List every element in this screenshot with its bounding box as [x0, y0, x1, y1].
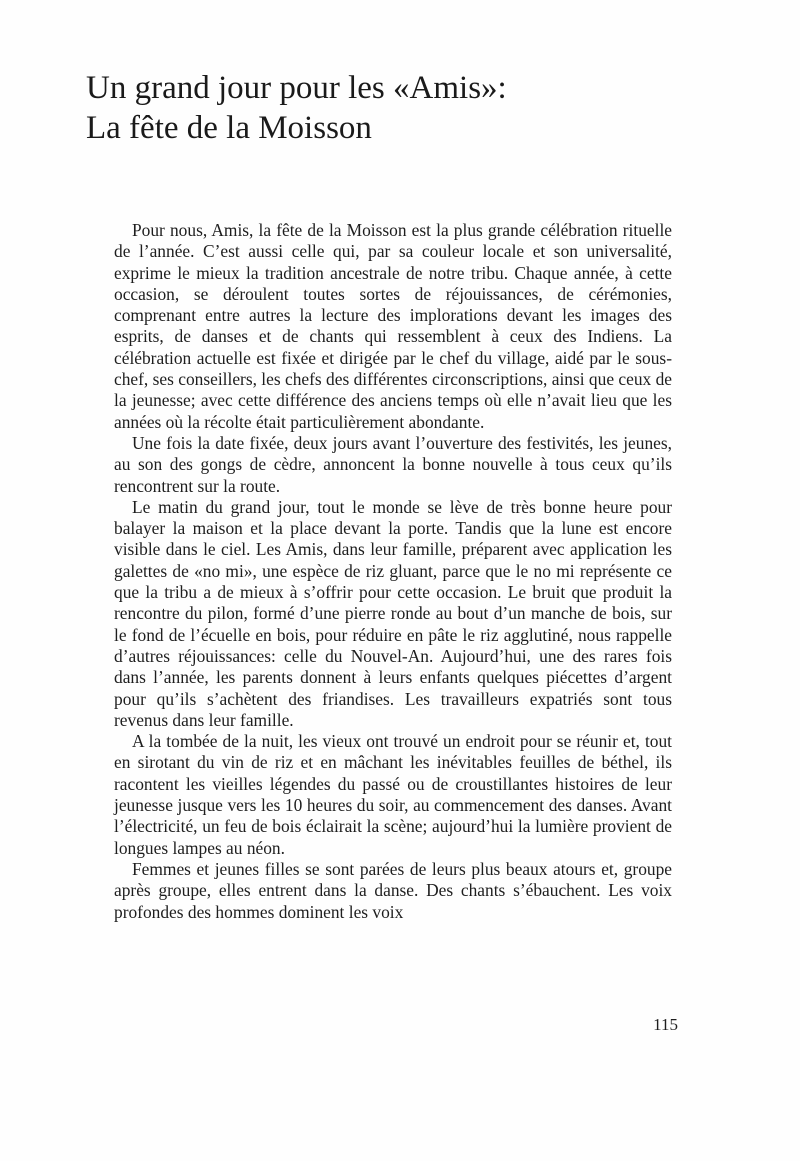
paragraph-3: Le matin du grand jour, tout le monde se lève de très bonne heure pour balayer la maison et la place devant la porte. Tandis que la lune est encore visible dans le ciel. Les Amis, dans leur famille, préparent avec application les galettes de «no mi», une espèce de riz gluant, parce que le no mi représente ce que la tribu a de mieux à s’offrir pour cette occasion. Le bruit que produit la rencontre du pilon, formé d’une pierre ronde au bout d’un manche de bois, sur le fond de l’écuelle en bois, pour réduire en pâte le riz agglutiné, nous rappelle d’autres réjouissances: celle du Nouvel-An. Aujourd’hui, une des rares fois dans l’année, les parents donnent à leurs enfants quelques piécettes d’argent pour qu’ils s’achètent des friandises. Les travailleurs expatriés sont tous revenus dans leur famille. — [114, 496, 672, 730]
article-body — [114, 220, 672, 923]
page-number: 115 — [653, 1015, 678, 1034]
title-line-1: Un grand jour pour les «Amis»: — [86, 70, 507, 106]
paragraph-4: A la tombée de la nuit, les vieux ont trouvé un endroit pour se réunir et, tout en sirotant du vin de riz et en mâchant les inévitables feuilles de béthel, ils racontent les vieilles légendes du passé ou de croustillantes histoires de leur jeunesse jusque vers les 10 heures du soir, au commencement des danses. Avant l’électricité, un feu de bois éclairait la scène; aujourd’hui la lumière provient de longues lampes au néon. — [114, 731, 672, 858]
paragraph-1: Pour nous, Amis, la fête de la Moisson est la plus grande célébration rituelle de l’année. C’est aussi celle qui, par sa couleur locale et son universalité, exprime le mieux la tradition ancestrale de notre tribu. Chaque année, à cette occasion, se déroulent toutes sortes de réjouissances, de cérémonies, comprenant entre autres la lecture des implorations devant les images des esprits, de danses et de chants qui ressemblent à ceux des Indiens. La célébration actuelle est fixée et dirigée par le chef du village, aidé par le sous-chef, ses conseillers, les chefs des différentes circonscriptions, ainsi que ceux de la jeunesse; avec cette différence des anciens temps où elle n’avait lieu que les années où la récolte était particulièrement abondante. — [114, 220, 672, 432]
paragraph-2: Une fois la date fixée, deux jours avant l’ouverture des festivités, les jeunes, au son des gongs de cèdre, annoncent la bonne nouvelle à tous ceux qu’ils rencontrent sur la route. — [114, 432, 672, 496]
paragraph-5: Femmes et jeunes filles se sont parées de leurs plus beaux atours et, groupe après groupe, elles entrent dans la danse. Des chants s’ébauchent. Les voix profondes des hommes dominent les voix — [114, 858, 672, 922]
page-title — [86, 68, 706, 148]
title-line-2: La fête de la Moisson — [86, 110, 372, 146]
